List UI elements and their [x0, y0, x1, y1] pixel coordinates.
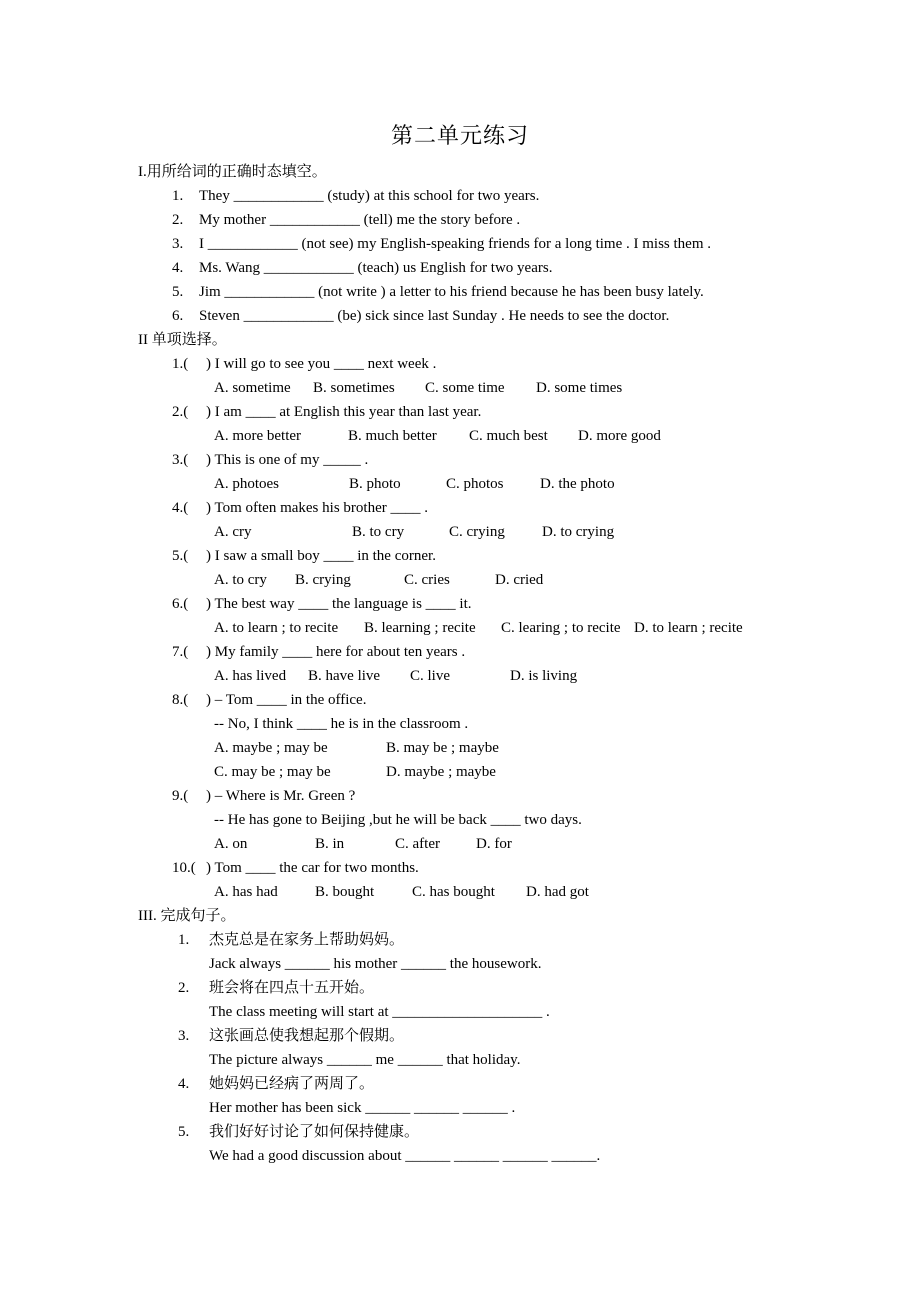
option: C. crying	[449, 524, 505, 540]
option: B. have live	[308, 668, 381, 684]
item-number: 5.	[178, 1124, 190, 1140]
option: A. photoes	[214, 476, 279, 492]
option: A. to learn ; to recite	[214, 620, 339, 636]
option: A. maybe ; may be	[214, 740, 328, 756]
item-number: 1.	[172, 188, 184, 204]
options-row	[138, 760, 838, 784]
question-number: 1.(	[172, 356, 189, 372]
translation-item-chinese	[138, 928, 838, 952]
option: B. learning ; recite	[364, 620, 476, 636]
chinese-sentence: 杰克总是在家务上帮助妈妈。	[209, 932, 405, 948]
option: C. live	[410, 668, 450, 684]
option: B. to cry	[352, 524, 405, 540]
question-text: ) Tom often makes his brother ____ .	[206, 500, 428, 516]
section-3-heading: III. 完成句子。	[138, 908, 236, 924]
question-row	[138, 544, 838, 568]
option: C. cries	[404, 572, 450, 588]
fill-in-item	[138, 184, 838, 208]
item-number: 2.	[178, 980, 190, 996]
question-number: 4.(	[172, 500, 189, 516]
item-number: 2.	[172, 212, 184, 228]
question-number: 9.(	[172, 788, 189, 804]
question-row	[138, 352, 838, 376]
translation-item-chinese	[138, 976, 838, 1000]
option: B. sometimes	[313, 380, 395, 396]
english-sentence: Her mother has been sick ______ ______ ______ .	[209, 1100, 516, 1116]
option: C. photos	[446, 476, 504, 492]
option: D. is living	[510, 668, 578, 684]
translation-item-chinese	[138, 1024, 838, 1048]
options-row	[138, 880, 838, 904]
options-row	[138, 664, 838, 688]
question-text: ) Tom ____ the car for two months.	[206, 860, 419, 876]
option: C. after	[395, 836, 440, 852]
chinese-sentence: 这张画总使我想起那个假期。	[209, 1028, 405, 1044]
option: C. much best	[469, 428, 548, 444]
fill-in-item	[138, 232, 838, 256]
question-text: ) This is one of my _____ .	[206, 452, 369, 468]
item-number: 4.	[178, 1076, 190, 1092]
option: C. has bought	[412, 884, 495, 900]
options-row	[138, 616, 838, 640]
translation-item-english	[138, 1096, 838, 1120]
option: C. may be ; may be	[214, 764, 331, 780]
question-row	[138, 784, 838, 808]
english-sentence: The class meeting will start at ____________________ .	[209, 1004, 550, 1020]
item-text: They ____________ (study) at this school for two years.	[199, 188, 540, 204]
question-text: -- No, I think ____ he is in the classroom .	[214, 716, 469, 732]
options-row	[138, 424, 838, 448]
question-number: 6.(	[172, 596, 189, 612]
item-text: Steven ____________ (be) sick since last Sunday . He needs to see the doctor.	[199, 308, 670, 324]
item-text: My mother ____________ (tell) me the story before .	[199, 212, 521, 228]
translation-item-chinese	[138, 1120, 838, 1144]
english-sentence: Jack always ______ his mother ______ the housework.	[209, 956, 542, 972]
item-number: 6.	[172, 308, 184, 324]
question-row	[138, 592, 838, 616]
fill-in-item	[138, 280, 838, 304]
question-row	[138, 856, 838, 880]
item-text: Jim ____________ (not write ) a letter to his friend because he has been busy lately.	[199, 284, 704, 300]
fill-in-item	[138, 304, 838, 328]
question-continuation	[138, 712, 838, 736]
option: D. the photo	[540, 476, 615, 492]
item-number: 5.	[172, 284, 184, 300]
question-row	[138, 496, 838, 520]
english-sentence: The picture always ______ me ______ that holiday.	[209, 1052, 521, 1068]
option: A. to cry	[214, 572, 267, 588]
translation-item-english	[138, 952, 838, 976]
option: B. bought	[315, 884, 375, 900]
option: D. for	[476, 836, 512, 852]
chinese-sentence: 我们好好讨论了如何保持健康。	[209, 1124, 420, 1140]
question-row	[138, 640, 838, 664]
question-text: ) The best way ____ the language is ____ it.	[206, 596, 472, 612]
section-1-heading: I.用所给词的正确时态填空。	[138, 164, 327, 180]
item-number: 3.	[178, 1028, 190, 1044]
translation-item-english	[138, 1048, 838, 1072]
option: A. sometime	[214, 380, 291, 396]
options-row	[138, 520, 838, 544]
chinese-sentence: 她妈妈已经病了两周了。	[209, 1076, 375, 1092]
item-text: Ms. Wang ____________ (teach) us English for two years.	[199, 260, 553, 276]
question-number: 3.(	[172, 452, 189, 468]
question-number: 8.(	[172, 692, 189, 708]
english-sentence: We had a good discussion about ______ ______ ______ ______.	[209, 1148, 601, 1164]
option: A. has had	[214, 884, 278, 900]
question-row	[138, 448, 838, 472]
question-number: 5.(	[172, 548, 189, 564]
question-continuation	[138, 808, 838, 832]
question-row	[138, 688, 838, 712]
option: C. learing ; to recite	[501, 620, 621, 636]
fill-in-item	[138, 208, 838, 232]
options-row	[138, 568, 838, 592]
option: A. has lived	[214, 668, 287, 684]
question-text: ) – Tom ____ in the office.	[206, 692, 367, 708]
section-1-list	[138, 184, 838, 328]
item-number: 1.	[178, 932, 190, 948]
options-row	[138, 376, 838, 400]
option: B. photo	[349, 476, 401, 492]
question-text: -- He has gone to Beijing ,but he will be back ____ two days.	[214, 812, 582, 828]
option: C. some time	[425, 380, 505, 396]
question-text: ) – Where is Mr. Green ?	[206, 788, 356, 804]
option: A. more better	[214, 428, 302, 444]
question-row	[138, 400, 838, 424]
chinese-sentence: 班会将在四点十五开始。	[209, 980, 375, 996]
option: D. to crying	[542, 524, 615, 540]
option: D. to learn ; recite	[634, 620, 743, 636]
option: B. much better	[348, 428, 437, 444]
worksheet-content	[138, 160, 838, 1168]
options-row	[138, 472, 838, 496]
translation-item-english	[138, 1144, 838, 1168]
item-text: I ____________ (not see) my English-speaking friends for a long time . I miss them .	[199, 236, 711, 252]
question-text: ) I will go to see you ____ next week .	[206, 356, 437, 372]
question-number: 10.(	[172, 860, 196, 876]
option: B. in	[315, 836, 345, 852]
item-number: 4.	[172, 260, 184, 276]
option: D. maybe ; maybe	[386, 764, 496, 780]
section-2-list	[138, 352, 838, 904]
page-title: 第二单元练习	[390, 123, 529, 148]
option: D. more good	[578, 428, 661, 444]
option: D. cried	[495, 572, 544, 588]
fill-in-item	[138, 256, 838, 280]
option: A. on	[214, 836, 248, 852]
item-number: 3.	[172, 236, 184, 252]
section-3-list	[138, 928, 838, 1168]
options-row	[138, 832, 838, 856]
option: D. some times	[536, 380, 623, 396]
option: B. may be ; maybe	[386, 740, 499, 756]
translation-item-english	[138, 1000, 838, 1024]
option: D. had got	[526, 884, 589, 900]
question-text: ) My family ____ here for about ten years .	[206, 644, 466, 660]
question-number: 2.(	[172, 404, 189, 420]
translation-item-chinese	[138, 1072, 838, 1096]
section-2-heading: II 单项选择。	[138, 332, 227, 348]
option: B. crying	[295, 572, 351, 588]
question-text: ) I am ____ at English this year than last year.	[206, 404, 482, 420]
option: A. cry	[214, 524, 252, 540]
question-number: 7.(	[172, 644, 189, 660]
options-row	[138, 736, 838, 760]
question-text: ) I saw a small boy ____ in the corner.	[206, 548, 436, 564]
